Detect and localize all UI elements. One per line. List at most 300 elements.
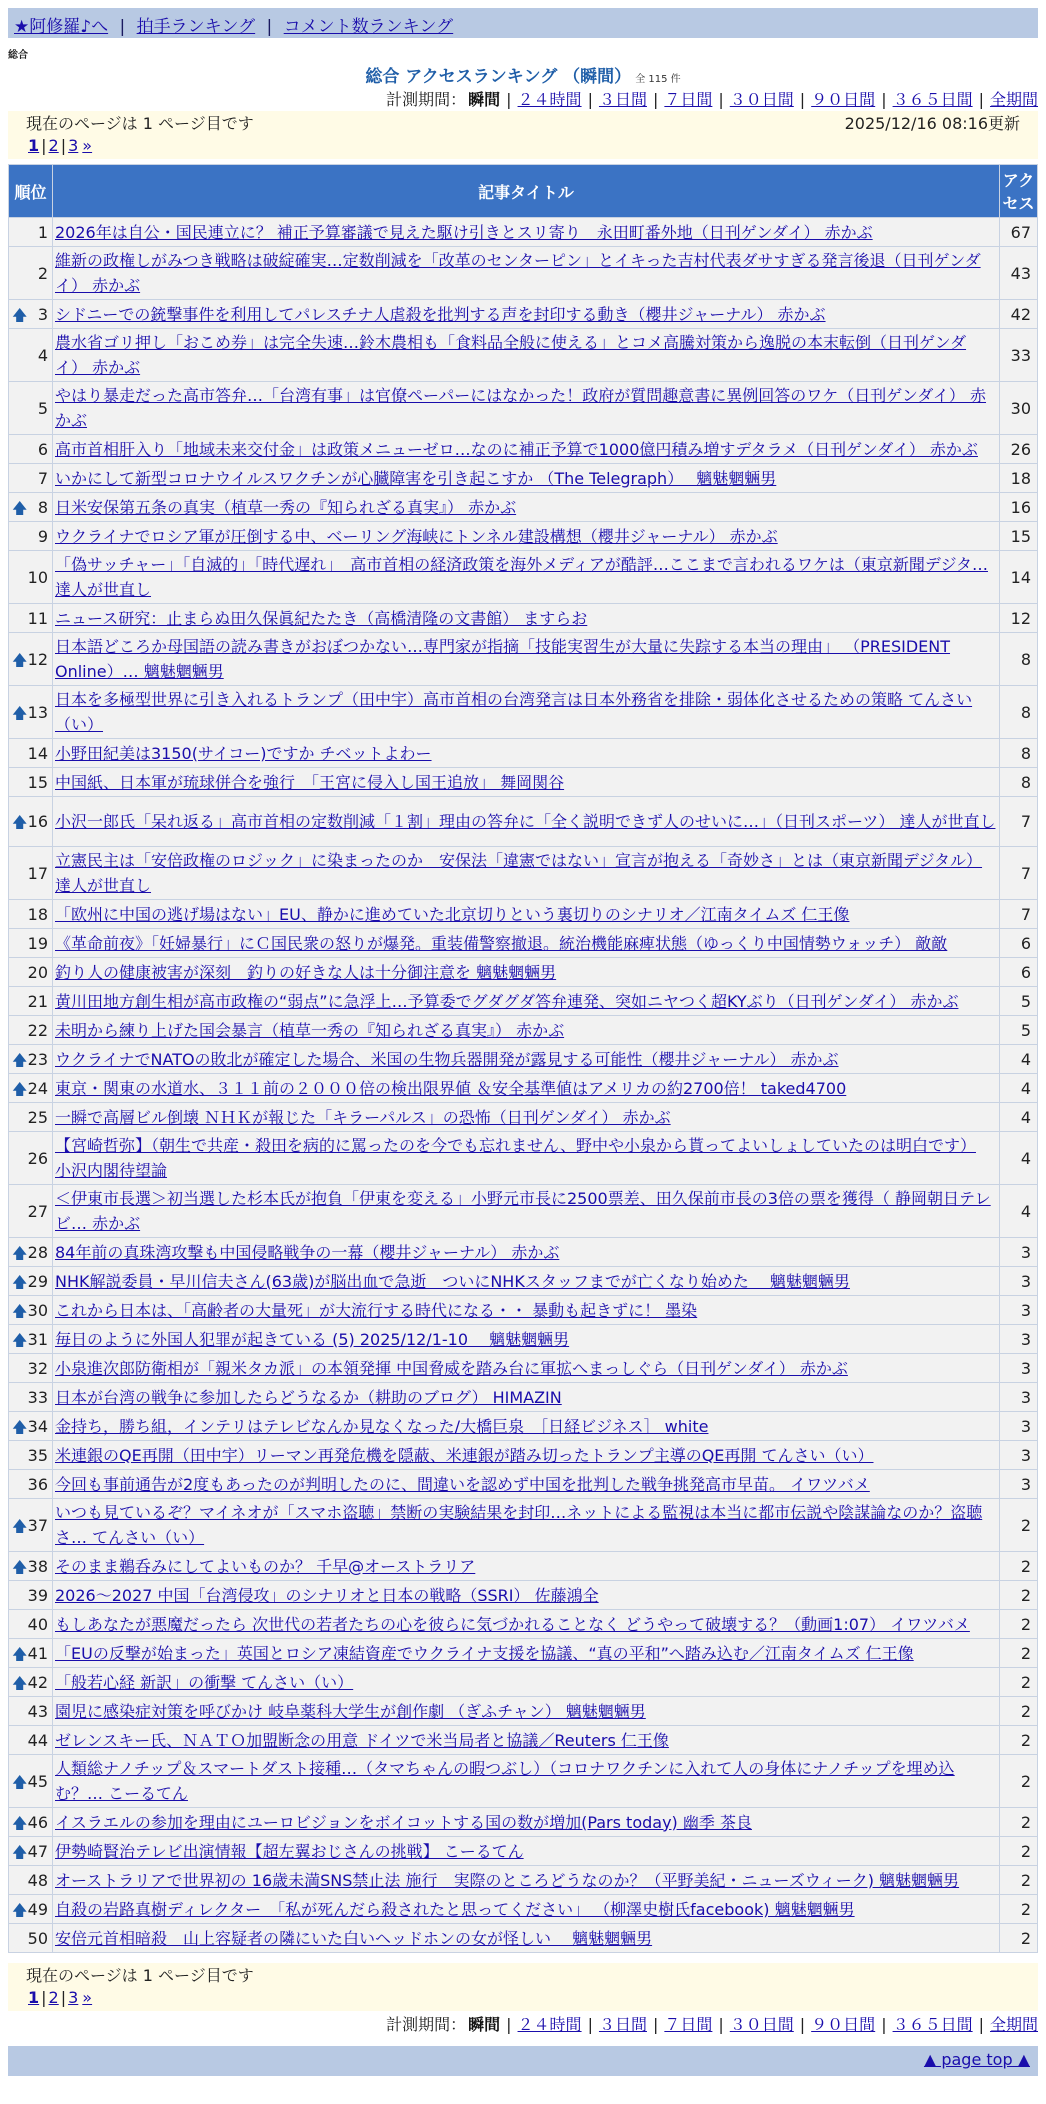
table-header-row <box>9 165 1038 218</box>
title-cell <box>53 1808 1000 1837</box>
title-cell <box>53 1866 1000 1895</box>
rank-cell <box>9 1895 53 1924</box>
access-count: 8 <box>1000 686 1038 739</box>
period-option-link[interactable]: ３６５日間 <box>892 2015 973 2034</box>
article-title-link[interactable]: 2026年は自公・国民連立に？ 補正予算審議で見えた駆け引きとスリ寄り 永田町番外地（日刊ゲンダイ） 赤かぶ <box>55 222 873 242</box>
pager-top <box>8 111 1038 159</box>
article-title-link[interactable]: やはり暴走だった高市答弁…「台湾有事」は官僚ペーパーにはなかった！政府が質問趣意書に異例回答のワケ（日刊ゲンダイ） 赤かぶ <box>55 386 987 430</box>
rank-cell <box>9 300 53 329</box>
title-cell <box>53 1668 1000 1697</box>
title-cell <box>53 493 1000 522</box>
pager-separator: | <box>60 1988 67 2007</box>
rank-number: 44 <box>27 1730 48 1750</box>
table-row <box>9 464 1038 493</box>
article-title-link[interactable]: いかにして新型コロナウイルスワクチンが心臓障害を引き起こすか （The Telegraph） 魑魅魍魎男 <box>55 468 777 488</box>
period-separator: | <box>587 90 593 109</box>
title-cell <box>53 1296 1000 1325</box>
up-arrow-icon: 🡅 <box>12 1516 28 1535</box>
access-count: 3 <box>1000 1238 1038 1267</box>
period-option-link[interactable]: ７日間 <box>664 2015 713 2034</box>
footer-bar <box>8 2046 1038 2076</box>
access-count: 15 <box>1000 522 1038 551</box>
access-count: 2 <box>1000 1755 1038 1808</box>
article-title-link[interactable]: オーストラリアで世界初の 16歳未満SNS禁止法 施行 実際のところどうなのか？（平野美紀・ニューズウィーク) 魑魅魍魎男 <box>55 1870 960 1890</box>
article-title-link[interactable]: シドニーでの銃撃事件を利用してパレスチナ人虐殺を批判する声を封印する動き（櫻井ジャーナル） 赤かぶ <box>55 304 826 324</box>
title-cell <box>53 847 1000 900</box>
access-count: 3 <box>1000 1412 1038 1441</box>
rank-cell <box>9 1581 53 1610</box>
access-count: 6 <box>1000 929 1038 958</box>
home-link[interactable]: ★阿修羅♪へ <box>14 17 109 37</box>
pager-page-link[interactable]: 2 <box>48 136 59 155</box>
table-row <box>9 1697 1038 1726</box>
period-option-link[interactable]: ２４時間 <box>517 90 582 109</box>
period-option-link[interactable]: 全期間 <box>989 90 1038 109</box>
table-row <box>9 1499 1038 1552</box>
table-row <box>9 1837 1038 1866</box>
comment-ranking-link[interactable]: コメント数ランキング <box>283 17 454 37</box>
rank-number: 23 <box>27 1049 48 1069</box>
title-cell <box>53 1726 1000 1755</box>
access-count: 8 <box>1000 768 1038 797</box>
rank-number: 10 <box>27 567 48 587</box>
period-option-link[interactable]: ３日間 <box>598 2015 647 2034</box>
period-separator: | <box>506 90 512 109</box>
rank-cell <box>9 686 53 739</box>
period-selector-top <box>386 87 1038 110</box>
table-row <box>9 1103 1038 1132</box>
rank-number: 28 <box>27 1242 48 1262</box>
title-cell <box>53 1383 1000 1412</box>
table-row <box>9 435 1038 464</box>
article-title-link[interactable]: 伊勢崎賢治テレビ出演情報【超左翼おじさんの挑戦】 こーるてん <box>55 1841 524 1861</box>
rank-number: 39 <box>27 1585 48 1605</box>
table-row <box>9 218 1038 247</box>
rank-number: 47 <box>27 1841 48 1861</box>
table-row <box>9 1866 1038 1895</box>
period-option-link[interactable]: ９０日間 <box>811 2015 876 2034</box>
access-count: 8 <box>1000 633 1038 686</box>
rank-cell <box>9 1470 53 1499</box>
title-cell <box>53 1697 1000 1726</box>
article-title-link[interactable]: 園児に感染症対策を呼びかけ 岐阜薬科大学生が創作劇 （ぎふチャン） 魑魅魍魎男 <box>55 1701 646 1721</box>
title-cell <box>53 686 1000 739</box>
access-count: 3 <box>1000 1296 1038 1325</box>
rank-cell <box>9 1866 53 1895</box>
up-arrow-icon: 🡅 <box>12 1330 28 1349</box>
access-count: 4 <box>1000 1074 1038 1103</box>
up-arrow-icon: 🡅 <box>12 1813 28 1832</box>
rank-cell <box>9 1103 53 1132</box>
rank-number: 33 <box>27 1387 48 1407</box>
period-separator: | <box>978 2015 984 2034</box>
article-title-link[interactable]: ニュース研究：止まらぬ田久保眞紀たたき（高橋清隆の文書館） ますらお <box>55 608 588 628</box>
pagination <box>26 1987 1020 2009</box>
pager-current-page[interactable]: 1 <box>28 136 40 155</box>
table-row <box>9 1383 1038 1412</box>
table-row <box>9 493 1038 522</box>
rank-cell <box>9 1610 53 1639</box>
article-title-link[interactable]: 高市首相肝入り「地域未来交付金」は政策メニューゼロ…なのに補正予算で1000億円積み増すデタラメ（日刊ゲンダイ） 赤かぶ <box>55 439 978 459</box>
up-arrow-icon: 🡅 <box>12 1900 28 1919</box>
access-count: 2 <box>1000 1837 1038 1866</box>
rank-number: 43 <box>27 1701 48 1721</box>
title-cell <box>53 1499 1000 1552</box>
rank-number: 30 <box>27 1300 48 1320</box>
page-top-link[interactable]: ▲ page top ▲ <box>923 2050 1030 2069</box>
up-arrow-icon: 🡅 <box>12 1301 28 1320</box>
rank-cell <box>9 1016 53 1045</box>
article-title-link[interactable]: 中国紙、日本軍が琉球併合を強行 「王宮に侵入し国王追放」 舞岡関谷 <box>55 772 565 792</box>
pager-separator: | <box>41 136 47 155</box>
pager-separator: | <box>41 1988 47 2007</box>
up-arrow-icon: 🡅 <box>12 1842 28 1861</box>
title-cell <box>53 1185 1000 1238</box>
title-cell <box>53 1074 1000 1103</box>
article-title-link[interactable]: 農水省ゴリ押し「おこめ券」は完全失速…鈴木農相も「食料品全般に使える」とコメ高騰対策から逸脱の本末転倒（日刊ゲンダイ） 赤かぶ <box>55 333 967 377</box>
access-count: 7 <box>1000 847 1038 900</box>
title-cell <box>53 958 1000 987</box>
rank-cell <box>9 1238 53 1267</box>
title-cell <box>53 929 1000 958</box>
rank-number: 29 <box>27 1271 48 1291</box>
table-row <box>9 1074 1038 1103</box>
article-title-link[interactable]: もしあなたが悪魔だったら 次世代の若者たちの心を彼らに気づかれることなく どうやって破壊する？（動画1:07） イワツバメ <box>55 1614 970 1634</box>
article-title-link[interactable]: 日本語どころか母国語の読み書きがおぼつかない…専門家が指摘「技能実習生が大量に失踪する本当の理由」 （PRESIDENT Online）… 魑魅魍魎男 <box>55 637 951 681</box>
table-row <box>9 686 1038 739</box>
article-title-link[interactable]: 黄川田地方創生相が高市政権の“弱点”に急浮上…予算委でグダグダ答弁連発、突如ニヤつく超KYぶり（日刊ゲンダイ） 赤かぶ <box>55 991 959 1011</box>
article-title-link[interactable]: いつも見ているぞ？マイネオが「スマホ盗聴」禁断の実験結果を封印…ネットによる監視は本当に都市伝説や陰謀論なのか？盗聴さ… てんさい（い） <box>55 1503 983 1547</box>
article-title-link[interactable]: ウクライナでロシア軍が圧倒する中、ベーリング海峡にトンネル建設構想（櫻井ジャーナル） 赤かぶ <box>55 526 778 546</box>
rank-number: 5 <box>37 398 48 418</box>
title-cell <box>53 329 1000 382</box>
period-separator: | <box>718 2015 724 2034</box>
pager-next-link[interactable]: » <box>82 1988 93 2007</box>
table-row <box>9 1412 1038 1441</box>
pager-next-link[interactable]: » <box>82 136 93 155</box>
rank-cell <box>9 1726 53 1755</box>
rank-cell <box>9 1441 53 1470</box>
title-cell <box>53 900 1000 929</box>
table-row <box>9 1668 1038 1697</box>
article-title-link[interactable]: 未明から練り上げた国会暴言（植草一秀の『知られざる真実』） 赤かぶ <box>55 1020 565 1040</box>
article-title-link[interactable]: 日本を多極型世界に引き入れるトランプ（田中宇）高市首相の台湾発言は日本外務省を排除・弱体化させるための策略 てんさい（い） <box>55 690 973 734</box>
access-count: 2 <box>1000 1895 1038 1924</box>
table-row <box>9 1325 1038 1354</box>
article-title-link[interactable]: 釣り人の健康被害が深刻 釣りの好きな人は十分御注意を 魑魅魍魎男 <box>55 962 557 982</box>
article-title-link[interactable]: 「EUの反撃が始まった」英国とロシア凍結資産でウクライナ支援を協議、“真の平和”へ踏み込む／江南タイムズ 仁王像 <box>55 1643 914 1663</box>
access-count: 42 <box>1000 300 1038 329</box>
article-title-link[interactable]: ウクライナでNATOの敗北が確定した場合、米国の生物兵器開発が露見する可能性（櫻井ジャーナル） 赤かぶ <box>55 1049 839 1069</box>
rank-cell <box>9 1267 53 1296</box>
article-title-link[interactable]: 《革命前夜》「妊婦暴行」にＣ国民衆の怒りが爆発。重装備警察撤退。統治機能麻痺状態（ゆっくり中国情勢ウォッチ） 敵敵 <box>55 933 948 953</box>
title-cell <box>53 300 1000 329</box>
rank-number: 40 <box>27 1614 48 1634</box>
title-cell <box>53 987 1000 1016</box>
title-cell <box>53 551 1000 604</box>
rank-number: 15 <box>27 772 48 792</box>
title-cell <box>53 247 1000 300</box>
rank-number: 45 <box>27 1771 48 1791</box>
table-row <box>9 900 1038 929</box>
rank-number: 41 <box>27 1643 48 1663</box>
period-option-link[interactable]: ３日間 <box>598 90 647 109</box>
rank-cell <box>9 768 53 797</box>
article-title-link[interactable]: 日米安保第五条の真実（植草一秀の『知られざる真実』） 赤かぶ <box>55 497 517 517</box>
pager-page-link[interactable]: 3 <box>68 1988 79 2007</box>
rank-number: 38 <box>27 1556 48 1576</box>
category-label: 総合 <box>8 50 28 61</box>
title-cell <box>53 739 1000 768</box>
article-title-link[interactable]: 【宮崎哲弥】（朝生で共産・殺田を病的に罵ったのを今でも忘れません、野中や小泉から貰ってよいしょしていたのは明白です） 小沢内閣待望論 <box>55 1136 976 1180</box>
rank-number: 18 <box>27 904 48 924</box>
ranking-table <box>8 164 1038 1953</box>
rank-number: 21 <box>27 991 48 1011</box>
rank-cell <box>9 1552 53 1581</box>
title-cell <box>53 218 1000 247</box>
up-arrow-icon: 🡅 <box>12 1272 28 1291</box>
article-title-link[interactable]: 自殺の岩路真樹ディレクター 「私が死んだら殺されたと思ってください」 （柳澤史樹氏facebook) 魑魅魍魎男 <box>55 1899 855 1919</box>
article-title-link[interactable]: 維新の政権しがみつき戦略は破綻確実…定数削減を「改革のセンターピン」とイキった吉村代表ダサすぎる発言後退（日刊ゲンダイ） 赤かぶ <box>55 251 981 295</box>
article-title-link[interactable]: そのまま鵜呑みにしてよいものか？ 千早@オーストラリア <box>55 1556 476 1576</box>
table-row <box>9 1045 1038 1074</box>
rank-number: 42 <box>27 1672 48 1692</box>
up-arrow-icon: 🡅 <box>12 1644 28 1663</box>
article-title-link[interactable]: 小野田紀美は3150(サイコー)ですか チベットよわー <box>55 743 432 763</box>
table-row <box>9 1296 1038 1325</box>
article-title-link[interactable]: 小泉進次郎防衛相が「親米タカ派」の本領発揮 中国脅威を踏み台に軍拡へまっしぐら（日刊ゲンダイ） 赤かぶ <box>55 1358 848 1378</box>
ranking-heading <box>0 62 1046 87</box>
article-title-link[interactable]: ゼレンスキー氏、ＮＡＴＯ加盟断念の用意 ドイツで米当局者と協議／Reuters 仁王像 <box>55 1730 669 1750</box>
period-option-selected: 瞬間 <box>468 2015 501 2034</box>
up-arrow-icon: 🡅 <box>12 813 28 831</box>
period-option-link[interactable]: ２４時間 <box>517 2015 582 2034</box>
rank-cell <box>9 382 53 435</box>
rank-cell <box>9 1837 53 1866</box>
article-title-link[interactable]: 米連銀のQE再開（田中宇）リーマン再発危機を隠蔽、米連銀が踏み切ったトランプ主導のQE再開 てんさい（い） <box>55 1445 874 1465</box>
rank-number: 46 <box>27 1812 48 1832</box>
rank-number: 9 <box>37 526 48 546</box>
access-count: 2 <box>1000 1499 1038 1552</box>
rank-cell <box>9 739 53 768</box>
article-title-link[interactable]: 「般若心経 新訳」の衝撃 てんさい（い） <box>55 1672 354 1692</box>
access-count: 2 <box>1000 1726 1038 1755</box>
article-title-link[interactable]: 84年前の真珠湾攻撃も中国侵略戦争の一幕（櫻井ジャーナル） 赤かぶ <box>55 1242 560 1262</box>
access-count: 33 <box>1000 329 1038 382</box>
period-option-link[interactable]: ７日間 <box>664 90 713 109</box>
pager-page-link[interactable]: 3 <box>68 136 79 155</box>
nav-separator: | <box>266 17 273 37</box>
article-title-link[interactable]: 一瞬で高層ビル倒壊 ＮＨＫが報じた「キラーパルス」の恐怖（日刊ゲンダイ） 赤かぶ <box>55 1107 671 1127</box>
rank-cell <box>9 847 53 900</box>
period-separator: | <box>506 2015 512 2034</box>
rank-number: 8 <box>37 497 48 517</box>
article-title-link[interactable]: 安倍元首相暗殺 山上容疑者の隣にいた白いヘッドホンの女が怪しい 魑魅魍魎男 <box>55 1928 653 1948</box>
table-row <box>9 847 1038 900</box>
period-separator: | <box>652 90 659 109</box>
up-arrow-icon: 🡅 <box>12 650 28 669</box>
period-option-link[interactable]: ３０日間 <box>729 90 794 109</box>
access-count: 2 <box>1000 1581 1038 1610</box>
clap-ranking-link[interactable]: 拍手ランキング <box>136 17 256 37</box>
title-cell <box>53 1325 1000 1354</box>
article-title-link[interactable]: 金持ち，勝ち組，インテリはテレビなんか見なくなった/大橋巨泉 ［日経ビジネス］ white <box>55 1416 709 1436</box>
rank-number: 11 <box>27 608 48 628</box>
article-title-link[interactable]: 東京・関東の水道水、３１１前の２０００倍の検出限界値 ＆安全基準値はアメリカの約2700倍！ taked4700 <box>55 1078 847 1098</box>
rank-cell <box>9 522 53 551</box>
article-title-link[interactable]: 小沢一郎氏「呆れ返る」高市首相の定数削減「１割」理由の答弁に「全く説明できず人のせいに…」（日刊スポーツ） 達人が世直し <box>55 812 996 831</box>
rank-cell <box>9 1499 53 1552</box>
access-count: 3 <box>1000 1325 1038 1354</box>
rank-cell <box>9 218 53 247</box>
table-row <box>9 1581 1038 1610</box>
title-cell <box>53 464 1000 493</box>
table-row <box>9 1755 1038 1808</box>
rank-number: 35 <box>27 1445 48 1465</box>
access-count: 4 <box>1000 1045 1038 1074</box>
period-option-link[interactable]: ９０日間 <box>811 90 876 109</box>
rank-cell <box>9 1354 53 1383</box>
title-cell <box>53 1103 1000 1132</box>
table-row <box>9 522 1038 551</box>
title-cell <box>53 1610 1000 1639</box>
article-title-link[interactable]: 2026～2027 中国「台湾侵攻」のシナリオと日本の戦略（SSRI） 佐藤鴻全 <box>55 1585 599 1605</box>
period-option-link[interactable]: 全期間 <box>989 2015 1038 2034</box>
article-title-link[interactable]: 「偽サッチャー」「自滅的」「時代遅れ」 高市首相の経済政策を海外メディアが酷評…ここまで言われるワケは（東京新聞デジタ… 達人が世直し <box>55 555 988 599</box>
up-arrow-icon: 🡅 <box>12 305 28 324</box>
rank-cell <box>9 551 53 604</box>
pager-current-page[interactable]: 1 <box>28 1988 40 2007</box>
rank-cell <box>9 929 53 958</box>
current-page-text: 現在のページは 1 ページ目です <box>26 114 254 133</box>
period-separator: | <box>799 90 806 109</box>
access-count: 3 <box>1000 1441 1038 1470</box>
title-cell <box>53 1639 1000 1668</box>
access-count: 26 <box>1000 435 1038 464</box>
rank-cell <box>9 1808 53 1837</box>
table-row <box>9 1639 1038 1668</box>
up-arrow-icon: 🡅 <box>12 703 28 722</box>
rank-number: 2 <box>37 263 48 283</box>
article-title-link[interactable]: イスラエルの参加を理由にユーロビジョンをボイコットする国の数が増加(Pars today) 幽季 茶良 <box>55 1812 752 1832</box>
title-cell <box>53 1354 1000 1383</box>
access-count: 14 <box>1000 551 1038 604</box>
rank-cell <box>9 797 53 847</box>
access-count: 4 <box>1000 1185 1038 1238</box>
title-cell <box>53 1581 1000 1610</box>
rank-number: 24 <box>27 1078 48 1098</box>
rank-cell <box>9 1325 53 1354</box>
table-row <box>9 768 1038 797</box>
rank-number: 34 <box>27 1416 48 1436</box>
title-cell <box>53 1238 1000 1267</box>
access-count: 2 <box>1000 1552 1038 1581</box>
table-row <box>9 1895 1038 1924</box>
updated-time: 2025/12/16 08:16更新 <box>844 114 1020 133</box>
access-count: 30 <box>1000 382 1038 435</box>
access-count: 8 <box>1000 739 1038 768</box>
rank-number: 36 <box>27 1474 48 1494</box>
article-title-link[interactable]: ＜伊東市長選＞初当選した杉本氏が抱負「伊東を変える」小野元市長に2500票差、田久保前市長の3倍の票を獲得（ 静岡朝日テレビ… 赤かぶ <box>55 1189 991 1233</box>
table-row <box>9 1726 1038 1755</box>
rank-number: 1 <box>37 222 48 242</box>
rank-cell <box>9 900 53 929</box>
rank-cell <box>9 604 53 633</box>
up-arrow-icon: 🡅 <box>12 1243 28 1262</box>
rank-number: 31 <box>27 1329 48 1349</box>
article-title-link[interactable]: 人類総ナノチップ＆スマートダスト接種…（タマちゃんの暇つぶし）（コロナワクチンに入れて人の身体にナノチップを埋め込む？… こーるてん <box>55 1759 955 1803</box>
rank-cell <box>9 1074 53 1103</box>
table-row <box>9 1924 1038 1953</box>
period-option-link[interactable]: ３６５日間 <box>892 90 973 109</box>
rank-number: 16 <box>27 812 48 831</box>
title-cell <box>53 1895 1000 1924</box>
rank-number: 20 <box>27 962 48 982</box>
rank-cell <box>9 633 53 686</box>
pager-separator: | <box>60 136 67 155</box>
up-arrow-icon: 🡅 <box>12 1079 28 1098</box>
access-count: 43 <box>1000 247 1038 300</box>
table-row <box>9 1470 1038 1499</box>
article-title-link[interactable]: 毎日のように外国人犯罪が起きている (5) 2025/12/1-10 魑魅魍魎男 <box>55 1329 570 1349</box>
rank-number: 19 <box>27 933 48 953</box>
table-row <box>9 1016 1038 1045</box>
table-row <box>9 300 1038 329</box>
table-row <box>9 1185 1038 1238</box>
article-title-link[interactable]: 立憲民主は「安倍政権のロジック」に染まったのか 安保法「違憲ではない」宣言が抱える「奇妙さ」とは（東京新聞デジタル） 達人が世直し <box>55 851 983 895</box>
table-row <box>9 958 1038 987</box>
rank-number: 27 <box>27 1201 48 1221</box>
title-cell <box>53 1470 1000 1499</box>
period-label: 計測期間： <box>386 90 467 109</box>
table-row <box>9 1610 1038 1639</box>
access-count: 2 <box>1000 1610 1038 1639</box>
access-count: 2 <box>1000 1697 1038 1726</box>
title-cell <box>53 382 1000 435</box>
article-title-link[interactable]: NHK解説委員・早川信夫さん(63歳)が脳出血で急逝 ついにNHKスタッフまでが亡くなり始めた 魑魅魍魎男 <box>55 1271 850 1291</box>
rank-header: 順位 <box>9 165 53 218</box>
period-separator: | <box>652 2015 659 2034</box>
top-nav-bar <box>8 8 1038 38</box>
up-arrow-icon: 🡅 <box>12 498 28 517</box>
article-title-link[interactable]: 今回も事前通告が2度もあったのが判明したのに、間違いを認めず中国を批判した戦争挑発高市早苗。 イワツバメ <box>55 1474 870 1494</box>
table-row <box>9 1238 1038 1267</box>
rank-cell <box>9 435 53 464</box>
article-title-link[interactable]: 日本が台湾の戦争に参加したらどうなるか（耕助のブログ） HIMAZIN <box>55 1387 562 1407</box>
title-cell <box>53 1016 1000 1045</box>
access-count: 7 <box>1000 797 1038 847</box>
period-selector-bottom <box>386 2012 1038 2035</box>
rank-number: 50 <box>27 1928 48 1948</box>
period-option-link[interactable]: ３０日間 <box>729 2015 794 2034</box>
table-row <box>9 247 1038 300</box>
article-title-link[interactable]: 「欧州に中国の逃げ場はない」EU、静かに進めていた北京切りという裏切りのシナリオ／江南タイムズ 仁王像 <box>55 904 850 924</box>
table-row <box>9 739 1038 768</box>
table-row <box>9 1267 1038 1296</box>
pager-page-link[interactable]: 2 <box>48 1988 59 2007</box>
title-cell <box>53 1412 1000 1441</box>
access-count: 3 <box>1000 1383 1038 1412</box>
rank-number: 7 <box>37 468 48 488</box>
access-header: アクセス <box>1000 165 1038 218</box>
article-title-link[interactable]: これから日本は、「高齢者の大量死」が大流行する時代になる・・ 暴動も起きずに！ 墨染 <box>55 1300 698 1320</box>
access-count: 2 <box>1000 1668 1038 1697</box>
rank-number: 12 <box>27 649 48 669</box>
title-cell <box>53 1552 1000 1581</box>
table-row <box>9 329 1038 382</box>
rank-cell <box>9 1924 53 1953</box>
access-count: 5 <box>1000 1016 1038 1045</box>
